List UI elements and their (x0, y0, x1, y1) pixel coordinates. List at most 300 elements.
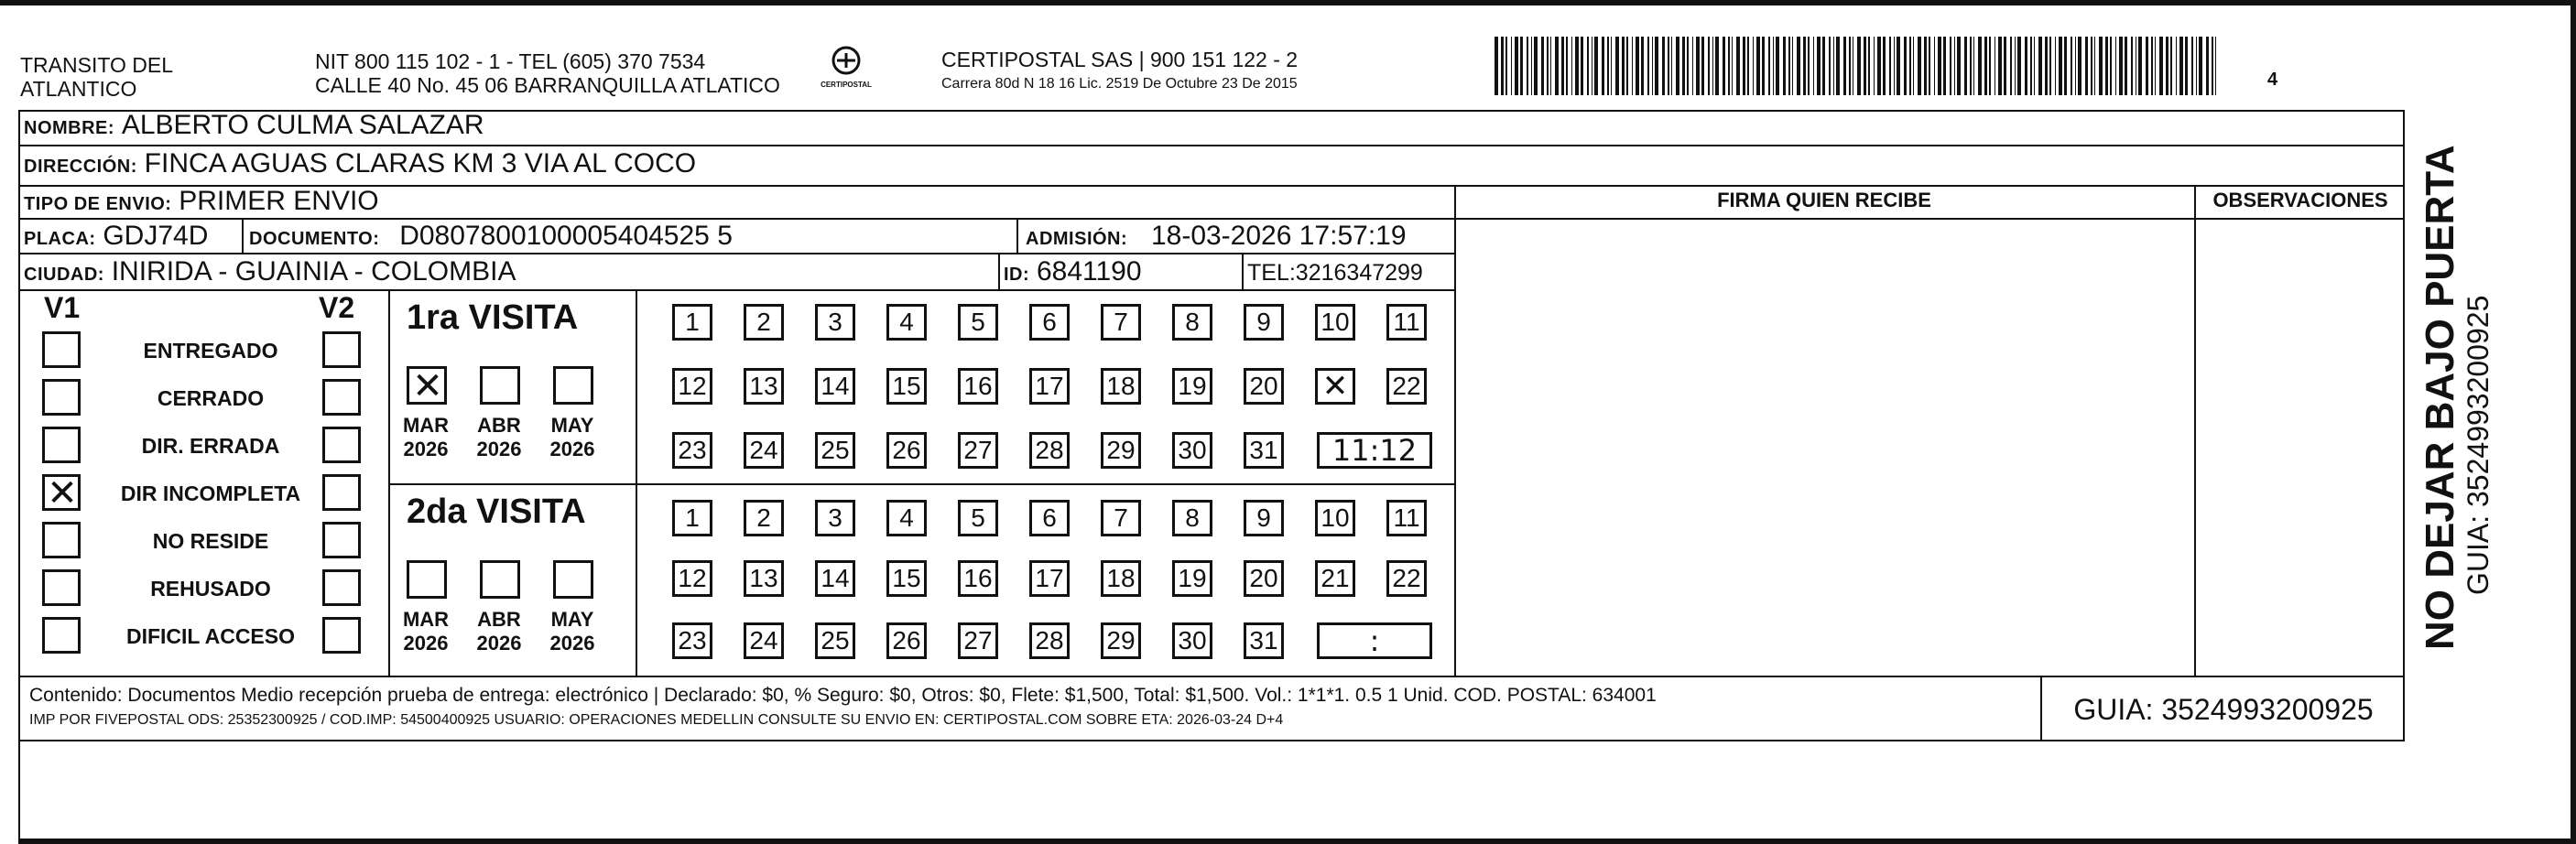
barcode-bar (2064, 37, 2067, 95)
barcode-bar (1904, 37, 1907, 95)
day-box[interactable] (1029, 622, 1070, 659)
day-box[interactable] (958, 432, 998, 469)
nombre-label: NOMBRE: (24, 118, 115, 138)
visit-divider (636, 289, 637, 676)
month-checkbox[interactable] (553, 560, 593, 599)
barcode-bar (1909, 37, 1911, 95)
certipostal-logo (813, 44, 879, 101)
day-box[interactable] (958, 368, 998, 405)
barcode-bar (1813, 37, 1814, 95)
barcode-bar (2034, 37, 2035, 95)
day-box[interactable] (672, 304, 712, 341)
barcode-bar (2170, 37, 2172, 95)
day-box[interactable] (958, 500, 998, 536)
month-name: MAR (402, 414, 450, 437)
day-number: 22 (1392, 372, 1421, 400)
day-number: 13 (749, 564, 778, 592)
status-divider (388, 289, 390, 676)
day-box[interactable] (744, 432, 784, 469)
documento-value: D0807800100005404525 5 (399, 221, 733, 251)
barcode-bar (1708, 37, 1710, 95)
barcode-bar (1829, 37, 1831, 95)
month-label (394, 608, 458, 656)
barcode-bar (1566, 37, 1568, 95)
barcode-bar (1511, 37, 1512, 95)
day-box[interactable] (1386, 560, 1427, 597)
day-box[interactable] (1315, 368, 1355, 405)
barcode-bar (1803, 37, 1806, 95)
barcode-bar (2085, 37, 2088, 95)
barcode-bar (1889, 37, 1891, 95)
day-box[interactable] (1315, 560, 1355, 597)
day-box[interactable] (886, 432, 927, 469)
day-box[interactable] (1101, 432, 1141, 469)
id-value: 6841190 (1036, 256, 1142, 287)
barcode-bar (1732, 37, 1733, 95)
day-box[interactable] (815, 368, 855, 405)
status-v1-checkbox[interactable] (42, 569, 81, 606)
barcode-bar (2125, 37, 2127, 95)
barcode-bar (1701, 37, 1704, 95)
observaciones-divider (2194, 185, 2196, 676)
barcode-bar (1868, 37, 1870, 95)
day-number: 10 (1321, 308, 1350, 336)
day-number: 19 (1178, 372, 1207, 400)
month-year: 2026 (403, 438, 449, 461)
month-name: ABR (477, 608, 521, 631)
day-box[interactable] (1172, 304, 1212, 341)
barcode-bar (1957, 37, 1961, 95)
tipo-value: PRIMER ENVIO (179, 186, 379, 216)
barcode-bar (1555, 37, 1559, 95)
status-v1-checkbox[interactable] (42, 473, 81, 514)
day-number: 28 (1035, 436, 1064, 464)
day-number: 11 (1393, 503, 1420, 532)
day-number: 3 (828, 503, 842, 532)
status-label: NO RESIDE (152, 529, 269, 553)
time-value: 11:12 (1331, 433, 1418, 468)
day-box[interactable] (672, 622, 712, 659)
day-box[interactable] (1315, 500, 1355, 536)
barcode-bar (2025, 37, 2027, 95)
barcode-bar (1515, 37, 1518, 95)
barcode-bar (1495, 37, 1498, 95)
barcode-bar (2099, 37, 2103, 95)
day-box[interactable] (886, 368, 927, 405)
day-number: 25 (821, 626, 850, 655)
barcode-bar (2030, 37, 2032, 95)
status-v2-checkbox[interactable] (322, 522, 361, 558)
status-label: DIR. ERRADA (141, 434, 280, 458)
day-number: 6 (1042, 503, 1057, 532)
day-box[interactable] (1101, 304, 1141, 341)
barcode-image (1495, 37, 2223, 95)
day-box[interactable] (1172, 432, 1212, 469)
status-label: ENTREGADO (143, 339, 278, 362)
placa-row (24, 221, 208, 252)
day-box[interactable] (815, 560, 855, 597)
month-label (467, 414, 531, 462)
day-box[interactable] (1101, 368, 1141, 405)
day-number: 29 (1106, 626, 1136, 655)
day-number: 3 (828, 308, 842, 336)
barcode-bar (1587, 37, 1589, 95)
day-number: 9 (1256, 503, 1271, 532)
status-v1-checkbox[interactable] (42, 379, 81, 416)
day-box[interactable] (1172, 500, 1212, 536)
barcode-bar (1792, 37, 1793, 95)
month-checkbox[interactable] (407, 366, 447, 405)
day-box[interactable] (1244, 304, 1284, 341)
barcode-bar (1773, 37, 1774, 95)
day-number: 30 (1178, 436, 1207, 464)
day-number: 15 (892, 372, 921, 400)
day-number: 13 (749, 372, 778, 400)
barcode-bar (1943, 37, 1946, 95)
day-number: 9 (1256, 308, 1271, 336)
barcode-bar (1836, 37, 1840, 95)
barcode-bar (2191, 37, 2193, 95)
month-checkbox[interactable] (480, 366, 520, 405)
barcode-bar (1687, 37, 1689, 95)
barcode-bar (1833, 37, 1834, 95)
placa-label: PLACA: (24, 229, 96, 249)
barcode-bar (1918, 37, 1921, 95)
barcode-bar (1575, 37, 1579, 95)
barcode-bar (2105, 37, 2108, 95)
month-label (394, 414, 458, 462)
barcode-bar (1626, 37, 1628, 95)
day-number: 27 (963, 436, 993, 464)
status-v2-checkbox[interactable] (322, 617, 361, 654)
barcode-bar (1753, 37, 1754, 95)
day-box[interactable] (1029, 432, 1070, 469)
day-number: 6 (1042, 308, 1057, 336)
day-number: 7 (1114, 503, 1128, 532)
tel-value: 3216347299 (1295, 260, 1423, 286)
tipo-label: TIPO DE ENVIO: (24, 194, 172, 214)
courier-info (941, 48, 1298, 92)
day-box[interactable] (1101, 622, 1141, 659)
id-row (1004, 256, 1142, 287)
day-box[interactable] (1172, 368, 1212, 405)
day-box[interactable] (1244, 500, 1284, 536)
day-number: 12 (678, 372, 707, 400)
barcode-bar (2179, 37, 2183, 95)
direccion-row (24, 148, 696, 179)
barcode-bar (1776, 37, 1779, 95)
month-checkbox[interactable] (553, 366, 593, 405)
month-label (540, 608, 604, 656)
day-box[interactable] (815, 304, 855, 341)
observaciones-header: OBSERVACIONES (2212, 189, 2388, 211)
barcode-bar (1747, 37, 1749, 95)
day-box[interactable] (1101, 560, 1141, 597)
barcode-bar (2075, 37, 2076, 95)
barcode-bar (1632, 37, 1633, 95)
barcode-bar (2119, 37, 2123, 95)
day-box[interactable] (886, 500, 927, 536)
barcode-bar (1668, 37, 1669, 95)
barcode-bar (1520, 37, 1523, 95)
barcode-bar (1998, 37, 2002, 95)
day-number: 4 (899, 503, 914, 532)
status-v2-checkbox[interactable] (322, 474, 361, 511)
day-number: 23 (678, 626, 707, 655)
org-contact (315, 49, 780, 98)
direccion-value: FINCA AGUAS CLARAS KM 3 VIA AL COCO (144, 148, 697, 179)
row-divider (18, 218, 2405, 220)
day-number: 14 (821, 564, 850, 592)
barcode-bar (1984, 37, 1987, 95)
org-name (20, 53, 173, 102)
barcode-bar (1924, 37, 1927, 95)
barcode-bar (2115, 37, 2116, 95)
status-v1-checkbox[interactable] (42, 522, 81, 558)
barcode-bar (1547, 37, 1549, 95)
day-box[interactable] (886, 304, 927, 341)
day-box[interactable] (815, 432, 855, 469)
day-box[interactable] (1029, 368, 1070, 405)
contenido-line: Contenido: Documentos Medio recepción prueba de entrega: electrónico | Declarado: $0, % Seguro: $0, Otros: $0, Flete: $1,500, Total: $1,500. Vol.: 1*1*1. 0.5 1 Unid. COD. POSTAL: 634001 (29, 685, 1657, 706)
day-box[interactable] (1244, 622, 1284, 659)
status-v2-checkbox[interactable] (322, 569, 361, 606)
day-box[interactable] (672, 368, 712, 405)
barcode-bar (1797, 37, 1800, 95)
top-border (0, 0, 2576, 5)
firma-divider (1454, 185, 1456, 676)
imp-line: IMP POR FIVEPOSTAL ODS: 25352300925 / COD.IMP: 54500400925 USUARIO: OPERACIONES MEDELLIN CONSULTE SU ENVIO EN: CERTIPOSTAL.COM SOBRE ETA: 2026-03-24 D+4 (29, 712, 1284, 728)
day-box[interactable] (958, 560, 998, 597)
barcode-bar (2196, 37, 2197, 95)
status-v1-checkbox[interactable] (42, 617, 81, 654)
day-number: 29 (1106, 436, 1136, 464)
day-number: 8 (1185, 503, 1200, 532)
ciudad-label: CIUDAD: (24, 265, 104, 285)
row-divider (18, 253, 1456, 254)
barcode-bar (1883, 37, 1886, 95)
time-box[interactable] (1317, 432, 1432, 469)
day-box[interactable] (1386, 368, 1427, 405)
day-number: 5 (971, 308, 985, 336)
barcode-bar (2078, 37, 2081, 95)
barcode (1495, 37, 2223, 95)
visit2-title: 2da VISITA (407, 492, 586, 531)
day-number: 26 (892, 436, 921, 464)
barcode-bar (1762, 37, 1765, 95)
status-label: DIR INCOMPLETA (120, 482, 301, 505)
month-year: 2026 (476, 438, 522, 461)
barcode-bar (1541, 37, 1544, 95)
placa-value: GDJ74D (103, 221, 209, 251)
day-box[interactable] (1029, 304, 1070, 341)
guia-box: GUIA: 3524993200925 (2040, 677, 2405, 741)
barcode-bar (1768, 37, 1770, 95)
month-checkbox[interactable] (407, 560, 447, 599)
day-box[interactable] (815, 622, 855, 659)
barcode-bar (1964, 37, 1967, 95)
barcode-bar (1571, 37, 1572, 95)
day-box[interactable] (1101, 500, 1141, 536)
tipo-row (24, 186, 379, 217)
barcode-bar (2138, 37, 2142, 95)
day-number: 11 (1393, 308, 1420, 336)
barcode-bar (2059, 37, 2062, 95)
day-box[interactable] (886, 560, 927, 597)
day-box[interactable] (744, 368, 784, 405)
status-v2-checkbox[interactable] (322, 379, 361, 416)
month-year: 2026 (476, 632, 522, 655)
admision-row (1026, 221, 1407, 252)
barcode-bar (1894, 37, 1895, 95)
barcode-bar (2010, 37, 2012, 95)
day-number: 10 (1321, 503, 1350, 532)
barcode-bar (1970, 37, 1972, 95)
day-box[interactable] (1315, 304, 1355, 341)
barcode-bar (2131, 37, 2133, 95)
tel-row (1247, 260, 1423, 287)
month-checkbox[interactable] (480, 560, 520, 599)
day-box[interactable] (744, 500, 784, 536)
day-box[interactable] (958, 622, 998, 659)
direccion-label: DIRECCIÓN: (24, 157, 137, 177)
barcode-bar (1822, 37, 1825, 95)
barcode-bar (1712, 37, 1713, 95)
day-box[interactable] (1029, 500, 1070, 536)
day-box[interactable] (1244, 368, 1284, 405)
check-x-icon: ✕ (47, 473, 78, 514)
barcode-bar (2055, 37, 2056, 95)
barcode-bar (1808, 37, 1810, 95)
barcode-bar (1682, 37, 1685, 95)
org-line-2: ATLANTICO (20, 77, 137, 102)
day-box[interactable] (958, 304, 998, 341)
day-number: 18 (1106, 564, 1136, 592)
day-number: 31 (1249, 626, 1278, 655)
barcode-bar (2094, 37, 2095, 95)
month-name: ABR (477, 414, 521, 437)
day-number: 14 (821, 372, 850, 400)
barcode-bar (1817, 37, 1821, 95)
barcode-bar (1973, 37, 1974, 95)
month-name: MAR (402, 608, 450, 631)
day-number: 24 (749, 436, 778, 464)
day-box[interactable] (1244, 432, 1284, 469)
barcode-bar (1756, 37, 1760, 95)
day-box[interactable] (1029, 560, 1070, 597)
day-box[interactable] (672, 432, 712, 469)
day-number: 18 (1106, 372, 1136, 400)
status-v1-checkbox[interactable] (42, 331, 81, 368)
barcode-bar (1602, 37, 1604, 95)
day-box[interactable] (672, 500, 712, 536)
day-number: 20 (1249, 372, 1278, 400)
status-v2-checkbox[interactable] (322, 331, 361, 368)
day-box[interactable] (1172, 560, 1212, 597)
barcode-bar (2038, 37, 2042, 95)
day-number: 2 (756, 503, 771, 532)
barcode-bar (2185, 37, 2188, 95)
status-v2-checkbox[interactable] (322, 427, 361, 463)
day-box[interactable] (815, 500, 855, 536)
barcode-bar (1978, 37, 1982, 95)
ciudad-row (24, 256, 516, 287)
ciudad-value: INIRIDA - GUAINIA - COLOMBIA (111, 256, 516, 287)
day-number: 19 (1178, 564, 1207, 592)
day-number: 16 (963, 372, 993, 400)
day-number: 21 (1321, 564, 1350, 592)
barcode-bar (2199, 37, 2202, 95)
month-label (467, 608, 531, 656)
id-label: ID: (1004, 265, 1030, 285)
barcode-bar (1550, 37, 1551, 95)
day-number: 20 (1249, 564, 1278, 592)
month-year: 2026 (549, 632, 595, 655)
documento-row (249, 221, 733, 252)
barcode-bar (2045, 37, 2048, 95)
time-value: : (1369, 623, 1380, 658)
day-number: 17 (1035, 564, 1064, 592)
barcode-bar (1527, 37, 1528, 95)
visit1-title: 1ra VISITA (407, 298, 579, 337)
day-box[interactable] (1244, 560, 1284, 597)
barcode-bar (1743, 37, 1745, 95)
side-guia: GUIA: 3524993200925 (2462, 295, 2494, 595)
barcode-bar (1652, 37, 1653, 95)
day-box[interactable] (744, 304, 784, 341)
status-v1-checkbox[interactable] (42, 427, 81, 463)
barcode-bar (2146, 37, 2148, 95)
barcode-bar (1655, 37, 1658, 95)
day-box[interactable] (886, 622, 927, 659)
day-box[interactable] (744, 560, 784, 597)
day-number: 31 (1249, 436, 1278, 464)
barcode-bar (1676, 37, 1679, 95)
side-warning: NO DEJAR BAJO PUERTA (2418, 145, 2462, 650)
corner-mark: 4 (2267, 70, 2278, 90)
barcode-bar (2110, 37, 2112, 95)
day-number: 15 (892, 564, 921, 592)
day-box[interactable] (672, 560, 712, 597)
month-year: 2026 (549, 438, 595, 461)
barcode-bar (1857, 37, 1861, 95)
day-number: 7 (1114, 308, 1128, 336)
barcode-bar (1929, 37, 1930, 95)
barcode-bar (1843, 37, 1846, 95)
org-line-1: TRANSITO DEL (20, 53, 173, 77)
barcode-bar (2176, 37, 2177, 95)
nombre-value: ALBERTO CULMA SALAZAR (121, 110, 484, 140)
barcode-bar (2017, 37, 2021, 95)
day-number: 16 (963, 564, 993, 592)
day-number: 12 (678, 564, 707, 592)
barcode-bar (1641, 37, 1644, 95)
barcode-bar (1950, 37, 1951, 95)
day-box[interactable] (1386, 500, 1427, 536)
day-box[interactable] (1386, 304, 1427, 341)
side-text (2418, 137, 2495, 650)
tel-label: TEL: (1247, 260, 1296, 286)
day-number: 2 (756, 308, 771, 336)
day-box[interactable] (1172, 622, 1212, 659)
address-line: CALLE 40 No. 45 06 BARRANQUILLA ATLATICO (315, 73, 780, 98)
day-number: 30 (1178, 626, 1207, 655)
day-box[interactable] (744, 622, 784, 659)
day-number: 24 (749, 626, 778, 655)
v2-label: V2 (319, 291, 355, 324)
time-box[interactable] (1317, 622, 1432, 659)
barcode-bar (1874, 37, 1875, 95)
